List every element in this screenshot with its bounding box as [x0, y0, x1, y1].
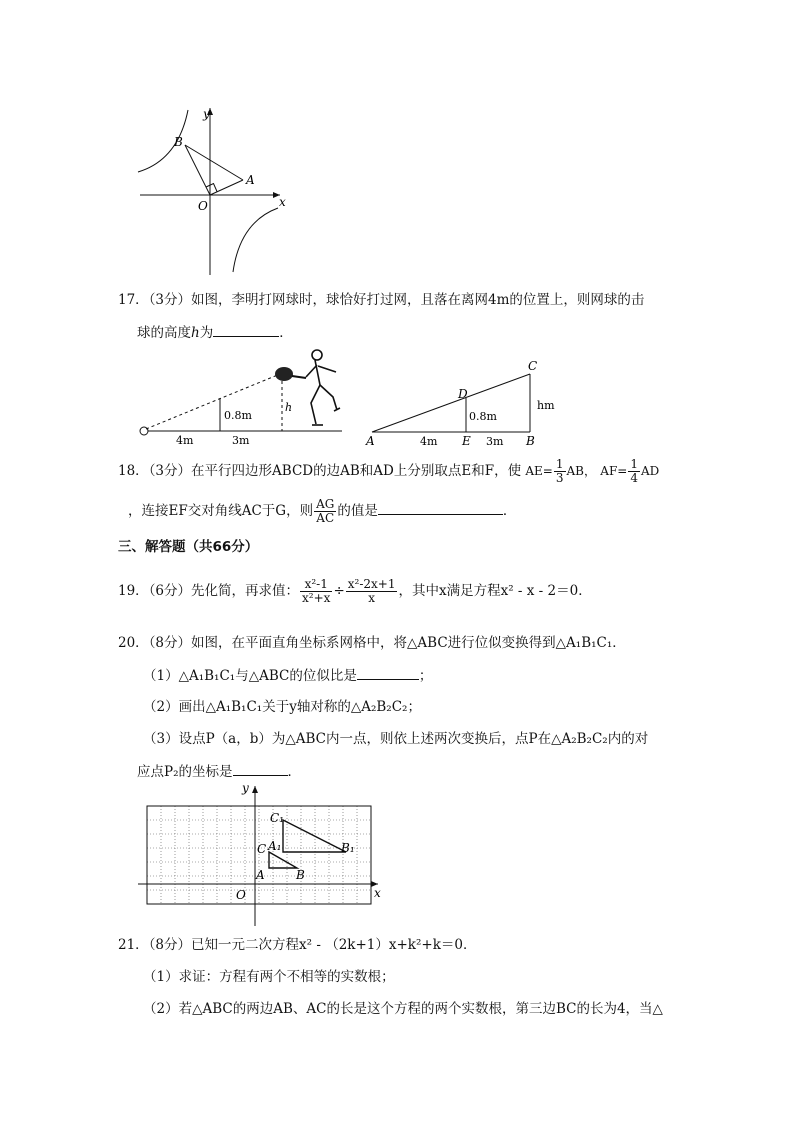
point-c-label: C: [257, 842, 267, 856]
fraction-ag-over-ac: $\frac{AG}{AC}$: [316, 497, 335, 525]
q20-part-3: （3）设点P（a，b）为△ABC内一点，则依上述两次变换后，点P在△A₂B₂C₂内的对: [143, 731, 649, 747]
q17-line-1: [118, 290, 644, 310]
point-a-label: A: [246, 173, 255, 187]
point-b-label: B: [296, 868, 305, 882]
q17-number: 17．: [118, 292, 149, 308]
point-a-label: A: [366, 434, 375, 448]
origin-label: O: [236, 888, 246, 902]
point-c1-label: C₁: [270, 811, 284, 825]
q20-part-2: （2）画出△A₁B₁C₁关于y轴对称的△A₂B₂C₂；: [143, 699, 421, 715]
y-axis-arrow-icon: [252, 786, 258, 793]
point-b-label: B: [174, 135, 183, 149]
q17-line-2: 球的高度h为 ．: [137, 322, 293, 343]
racket-head-icon: [275, 367, 293, 381]
q20-part-1-answer-blank[interactable]: [357, 665, 419, 680]
net-height-label: 0.8m: [224, 409, 252, 422]
hyperbola-branch-right: [233, 208, 278, 272]
point-d-label: D: [458, 387, 468, 401]
q20-part-3-continued: 应点P₂的坐标是 ．: [137, 761, 301, 782]
q17-answer-blank[interactable]: [213, 322, 279, 337]
q20-part-3-answer-blank[interactable]: [233, 761, 288, 776]
q20-part-1: （1）△A₁B₁C₁与△ABC的位似比是 ；: [143, 665, 432, 686]
racket-handle-icon: [292, 376, 306, 378]
q18-answer-blank[interactable]: [378, 500, 503, 515]
y-axis-label: y: [242, 781, 249, 795]
hm-label: hm: [537, 399, 555, 412]
figure-17-triangle-diagram: [362, 358, 572, 450]
point-b-label: B: [526, 434, 535, 448]
q20-line-1: 20．（8分）如图，在平面直角坐标系网格中，将△ABC进行位似变换得到△A₁B₁C₁．: [118, 635, 626, 651]
point-b1-label: B₁: [341, 841, 355, 855]
player-figure-icon: [306, 350, 340, 425]
figure-20-coordinate-grid: [130, 780, 390, 930]
q21-line-1: 21．（8分）已知一元二次方程x² - （2k+1）x+k²+k＝0．: [118, 937, 477, 953]
x-axis-label: x: [374, 886, 381, 900]
h-label: h: [285, 401, 293, 414]
figure-17-tennis-scene: [134, 345, 356, 445]
fraction-one-third: $\frac{1}{3}$: [555, 457, 564, 485]
triangle-a1b1c1: [283, 820, 346, 852]
fraction-2: $\frac{\text{x²-2x+1}}{x}$: [347, 577, 396, 605]
point-o-label: O: [198, 199, 208, 213]
distance-3m-label: 3m: [232, 434, 250, 445]
point-e-label: E: [462, 434, 471, 448]
eb-length-label: 3m: [486, 435, 504, 448]
ball-trajectory: [146, 374, 280, 429]
ae-length-label: 4m: [420, 435, 438, 448]
section-3-heading: 三、解答题（共66分）: [118, 539, 259, 555]
q17-score: （3分）: [148, 292, 192, 308]
q19-line: 19．（6分）先化简，再求值： $\frac{\text{x²-1}}{\text{x²+x}}$ ÷ $\frac{\text{x²-2x+1}}{x}$ ，其中x满足方程x² - x - 2＝0．: [118, 577, 592, 605]
point-c-label: C: [528, 359, 538, 373]
point-a-label: A: [256, 868, 265, 882]
fraction-one-quarter: $\frac{1}{4}$: [630, 457, 638, 485]
de-length-label: 0.8m: [469, 410, 497, 423]
segment-ac: [372, 374, 530, 432]
x-axis-label: x: [279, 195, 286, 209]
q18-line-1: 18．（3分）在平行四边形ABCD的边AB和AD上分别取点E和F，使 AE= $\frac{1}{3}$ AB， AF= $\frac{1}{4}$ AD: [118, 457, 660, 485]
y-axis-label: y: [203, 107, 210, 121]
q21-part-2: （2）若△ABC的两边AB、AC的长是这个方程的两个实数根，第三边BC的长为4，当△: [143, 1001, 663, 1017]
distance-4m-label: 4m: [176, 434, 194, 445]
q18-line-2: ，连接EF交对角线AC于G，则 $\frac{AG}{AC}$ 的值是 ．: [128, 497, 517, 525]
figure-16-coordinate-diagram: [130, 100, 300, 280]
q21-part-1: （1）求证：方程有两个不相等的实数根；: [143, 969, 395, 985]
q17-text-1: 如图，李明打网球时，球恰好打过网，且落在离网4m的位置上，则网球的击: [191, 292, 645, 308]
fraction-1: $\frac{\text{x²-1}}{\text{x²+x}}$: [302, 577, 331, 605]
point-a1-label: A₁: [268, 839, 282, 853]
